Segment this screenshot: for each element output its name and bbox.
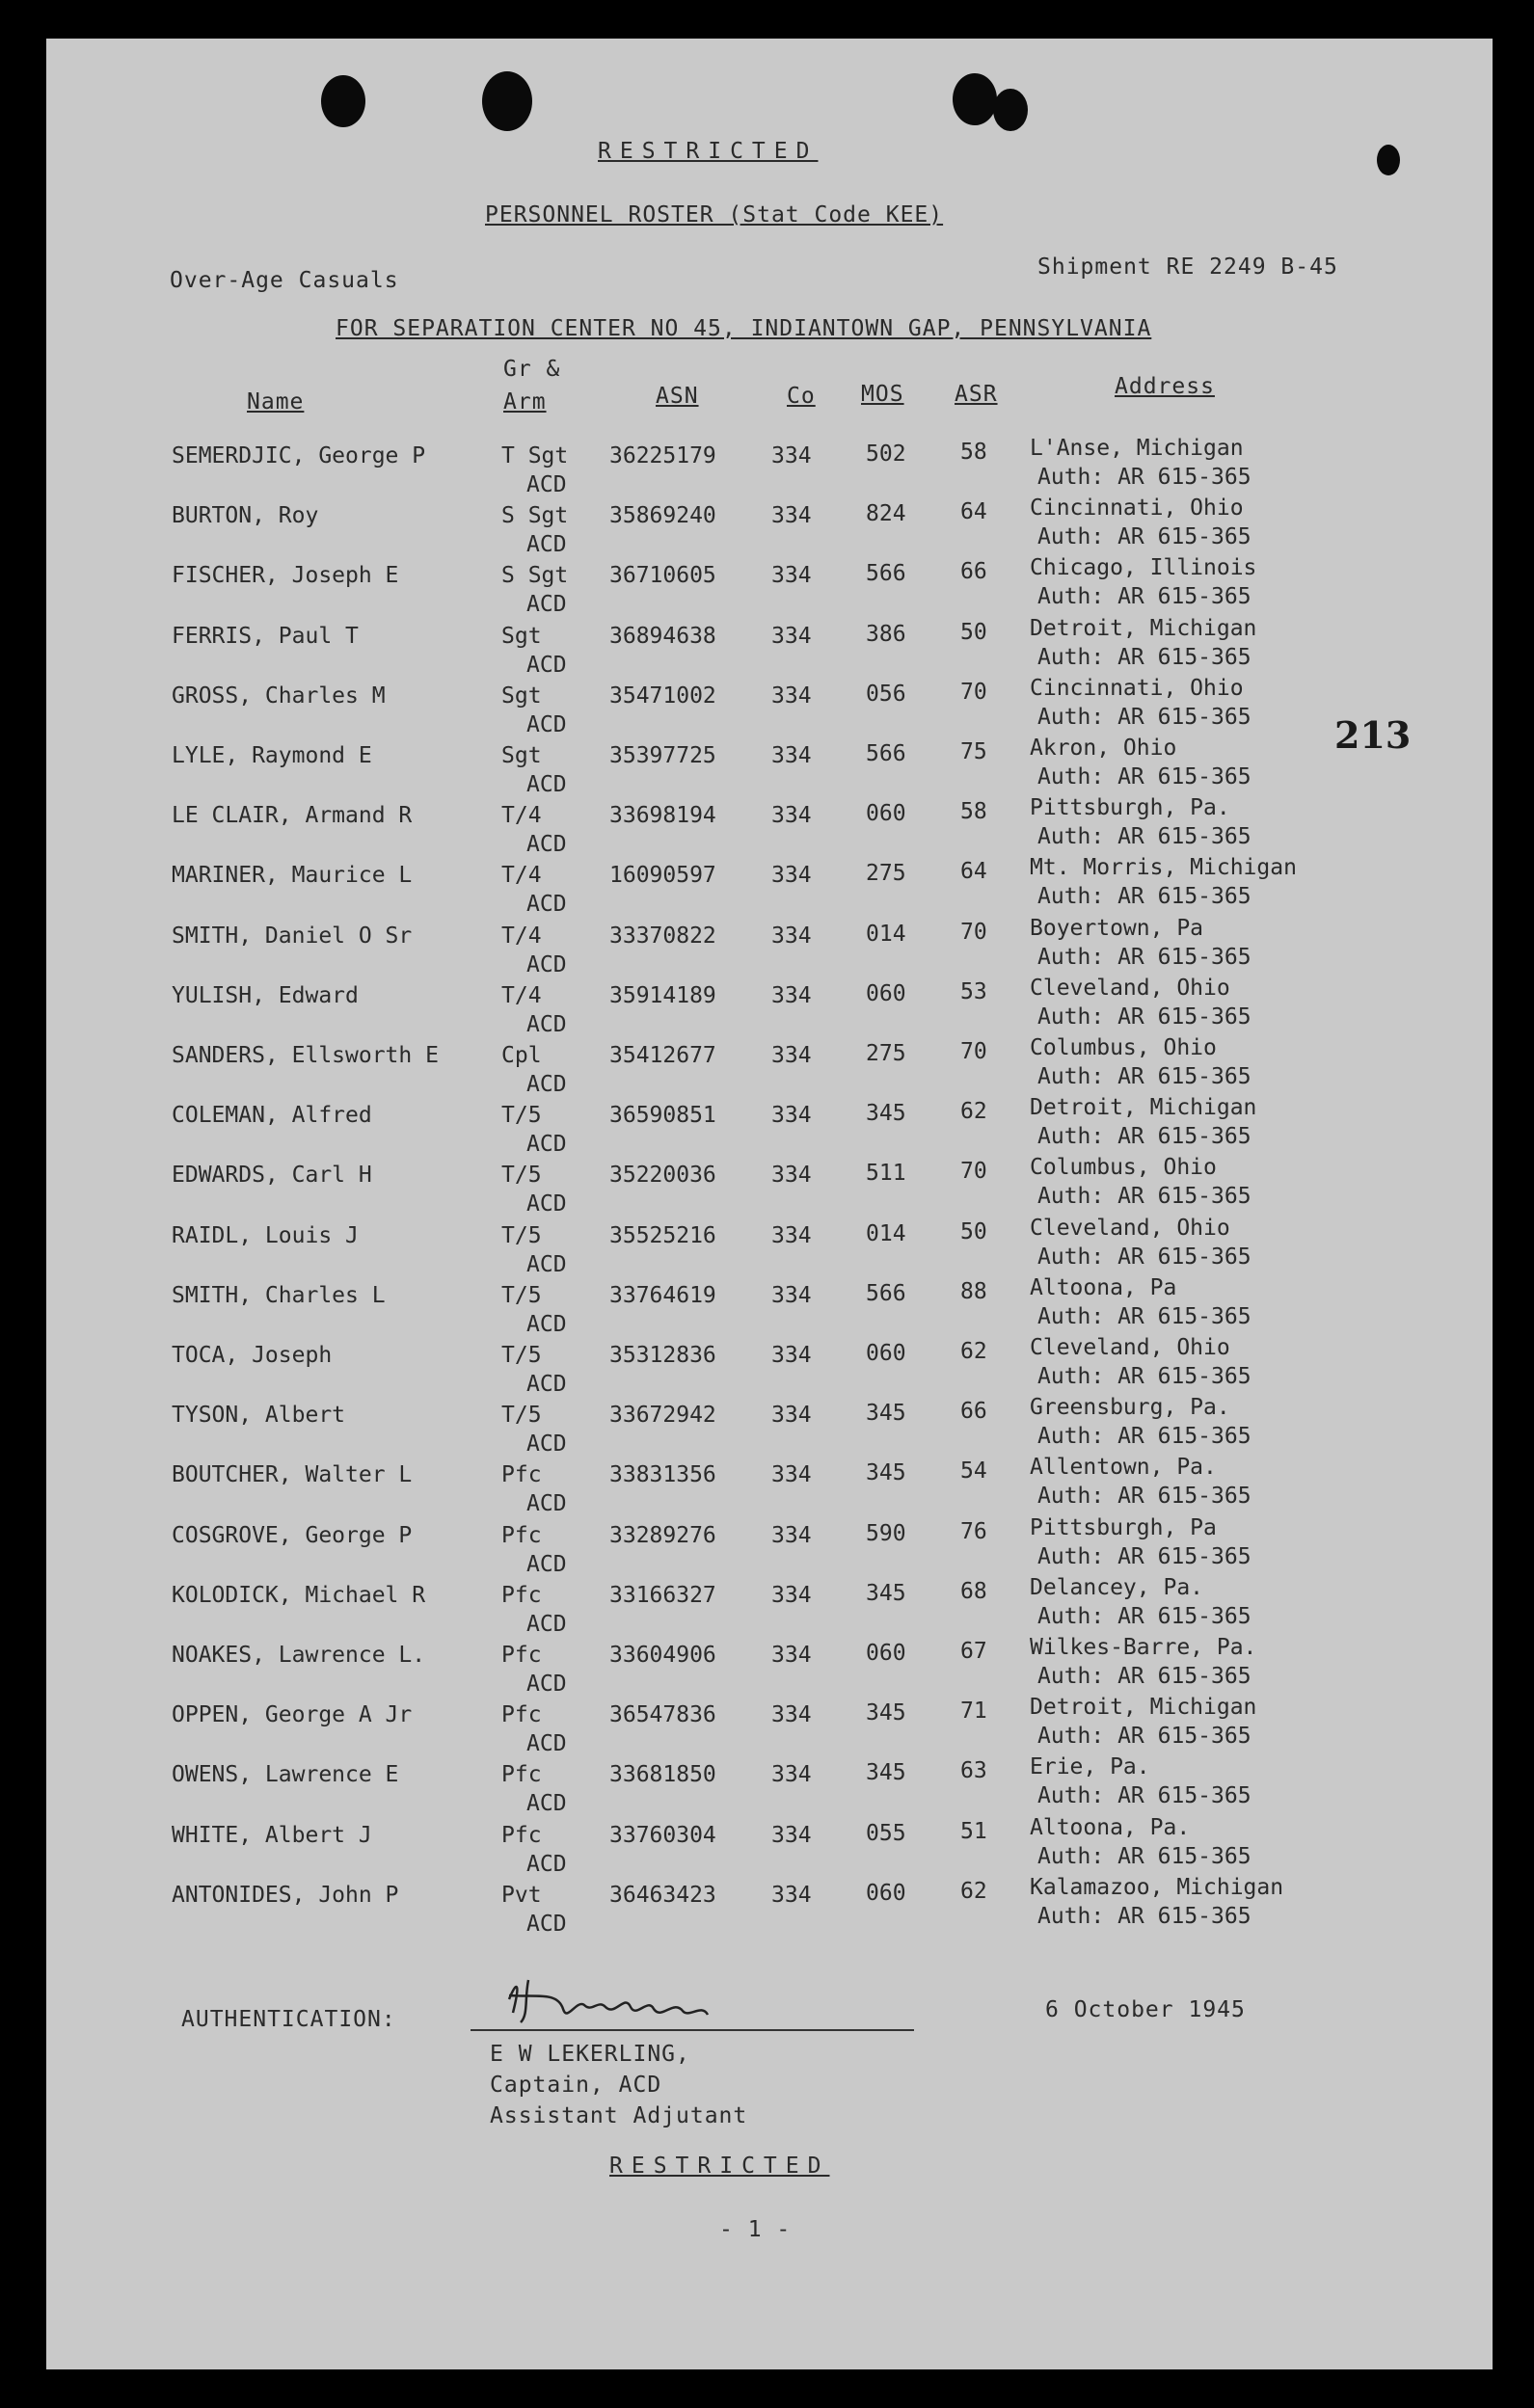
table-row [46,436,1493,505]
cell-grade: T/4 [501,982,542,1008]
cell-asn: 16090597 [609,863,716,889]
cell-asn: 35525216 [609,1222,716,1248]
cell-mos: 345 [866,1760,906,1786]
cell-name: COSGROVE, George P [172,1522,413,1548]
cell-asr: 62 [960,1339,987,1364]
cell-grade: S Sgt [501,563,569,589]
cell-arm: ACD [526,1491,567,1517]
cell-asr: 68 [960,1578,987,1604]
col-name-header: Name [247,389,305,415]
table-row [46,1095,1493,1164]
cell-asn: 35914189 [609,982,716,1008]
cell-name: FISCHER, Joseph E [172,563,399,589]
cell-addr1: Detroit, Michigan [1030,615,1257,641]
cell-grade: Pfc [501,1702,542,1728]
cell-grade: S Sgt [501,503,569,529]
cell-asn: 36710605 [609,563,716,589]
cell-name: TOCA, Joseph [172,1343,333,1368]
cell-asr: 64 [960,859,987,885]
cell-arm: ACD [526,1191,567,1217]
cell-asn: 36590851 [609,1103,716,1129]
cell-addr2: Auth: AR 615-365 [1037,824,1251,850]
cell-arm: ACD [526,532,567,558]
cell-grade: Pfc [501,1822,542,1848]
table-row [46,975,1493,1045]
signature [471,1970,914,2044]
cell-co: 334 [771,803,812,829]
cell-asr: 50 [960,1218,987,1244]
cell-asr: 67 [960,1639,987,1664]
signer-title: Assistant Adjutant [490,2103,748,2128]
cell-grade: T/5 [501,1163,542,1189]
punch-hole [993,89,1028,131]
cell-name: OWENS, Lawrence E [172,1762,399,1788]
cell-arm: ACD [526,1611,567,1637]
cell-grade: Sgt [501,623,542,649]
cell-co: 334 [771,1403,812,1429]
cell-addr1: Altoona, Pa [1030,1274,1177,1300]
cell-co: 334 [771,923,812,949]
cell-asr: 70 [960,1039,987,1064]
over-age-note: Over-Age Casuals [170,268,399,293]
roster-title: PERSONNEL ROSTER (Stat Code KEE) [485,202,944,227]
table-row [46,1215,1493,1285]
cell-asr: 70 [960,919,987,945]
cell-arm: ACD [526,951,567,977]
cell-asn: 36225179 [609,443,716,468]
cell-arm: ACD [526,1851,567,1877]
cell-co: 334 [771,1582,812,1608]
cell-asn: 33370822 [609,923,716,949]
cell-addr2: Auth: AR 615-365 [1037,1783,1251,1809]
cell-arm: ACD [526,1372,567,1397]
cell-mos: 345 [866,1460,906,1486]
cell-grade: Pvt [501,1882,542,1908]
cell-addr2: Auth: AR 615-365 [1037,1484,1251,1510]
cell-co: 334 [771,1222,812,1248]
table-row [46,736,1493,805]
cell-co: 334 [771,563,812,589]
table-row [46,1155,1493,1224]
table-row [46,495,1493,565]
cell-mos: 055 [866,1820,906,1846]
cell-co: 334 [771,982,812,1008]
col-grade-header-top: Gr & [503,357,561,382]
cell-arm: ACD [526,711,567,737]
cell-asr: 50 [960,619,987,645]
cell-addr2: Auth: AR 615-365 [1037,1003,1251,1030]
cell-name: SANDERS, Ellsworth E [172,1043,439,1068]
table-row [46,1695,1493,1764]
cell-co: 334 [771,1643,812,1668]
classification-top: RESTRICTED [598,139,819,164]
table-row [46,915,1493,985]
cell-name: EDWARDS, Carl H [172,1163,372,1189]
cell-asr: 63 [960,1758,987,1784]
table-row [46,1574,1493,1645]
punch-hole [1377,145,1400,175]
cell-co: 334 [771,1103,812,1129]
cell-arm: ACD [526,652,567,678]
cell-mos: 345 [866,1580,906,1606]
cell-addr1: Altoona, Pa. [1030,1814,1191,1840]
cell-asn: 33681850 [609,1762,716,1788]
destination-line: FOR SEPARATION CENTER NO 45, INDIANTOWN GAP, PENNSYLVANIA [336,316,1152,341]
cell-asr: 62 [960,1878,987,1904]
col-mos-header: MOS [861,382,904,407]
cell-grade: Cpl [501,1043,542,1068]
cell-asn: 36894638 [609,623,716,649]
cell-co: 334 [771,1702,812,1728]
cell-name: TYSON, Albert [172,1403,346,1429]
cell-mos: 060 [866,980,906,1006]
cell-asr: 66 [960,559,987,585]
cell-arm: ACD [526,1911,567,1937]
cell-name: WHITE, Albert J [172,1822,372,1848]
cell-addr2: Auth: AR 615-365 [1037,1303,1251,1329]
cell-grade: Pfc [501,1582,542,1608]
cell-addr2: Auth: AR 615-365 [1037,1843,1251,1869]
cell-arm: ACD [526,472,567,497]
cell-name: LE CLAIR, Armand R [172,803,413,829]
cell-name: SEMERDJIC, George P [172,443,426,468]
cell-mos: 056 [866,681,906,707]
cell-mos: 502 [866,441,906,467]
table-row [46,1395,1493,1464]
cell-addr2: Auth: AR 615-365 [1037,644,1251,670]
cell-grade: Sgt [501,743,542,768]
cell-asr: 53 [960,978,987,1004]
cell-addr1: Cleveland, Ohio [1030,1335,1230,1360]
cell-arm: ACD [526,1791,567,1817]
cell-addr1: Columbus, Ohio [1030,1155,1217,1181]
cell-addr2: Auth: AR 615-365 [1037,1364,1251,1389]
cell-asn: 36463423 [609,1882,716,1908]
cell-arm: ACD [526,1072,567,1097]
cell-asn: 35397725 [609,743,716,768]
cell-asn: 33760304 [609,1822,716,1848]
table-row [46,1035,1493,1105]
cell-name: FERRIS, Paul T [172,623,359,649]
cell-co: 334 [771,503,812,529]
cell-addr2: Auth: AR 615-365 [1037,704,1251,730]
cell-co: 334 [771,443,812,468]
cell-grade: T/5 [501,1403,542,1429]
cell-co: 334 [771,1163,812,1189]
cell-name: NOAKES, Lawrence L. [172,1643,426,1668]
cell-addr1: Mt. Morris, Michigan [1030,855,1297,881]
cell-addr2: Auth: AR 615-365 [1037,944,1251,970]
cell-addr1: Detroit, Michigan [1030,1095,1257,1121]
col-address-header: Address [1115,374,1215,399]
cell-addr2: Auth: AR 615-365 [1037,1244,1251,1270]
cell-asr: 75 [960,739,987,764]
cell-arm: ACD [526,1672,567,1697]
cell-grade: T Sgt [501,443,569,468]
cell-asr: 64 [960,499,987,525]
cell-asr: 88 [960,1278,987,1304]
signer-name: E W LEKERLING, [490,2042,690,2067]
cell-addr2: Auth: AR 615-365 [1037,1124,1251,1150]
cell-co: 334 [771,1522,812,1548]
cell-arm: ACD [526,1311,567,1337]
table-row [46,615,1493,685]
cell-grade: T/5 [501,1282,542,1308]
table-row [46,555,1493,625]
cell-asn: 36547836 [609,1702,716,1728]
cell-asr: 54 [960,1458,987,1485]
cell-asn: 33672942 [609,1403,716,1429]
cell-addr1: Akron, Ohio [1030,736,1177,761]
cell-addr2: Auth: AR 615-365 [1037,1543,1251,1569]
cell-grade: Pfc [501,1762,542,1788]
cell-asr: 62 [960,1099,987,1125]
cell-asn: 33604906 [609,1643,716,1668]
cell-asr: 58 [960,440,987,465]
cell-addr1: Allentown, Pa. [1030,1455,1217,1481]
cell-mos: 386 [866,621,906,647]
table-row [46,675,1493,745]
cell-arm: ACD [526,1011,567,1037]
cell-arm: ACD [526,592,567,618]
cell-asn: 35220036 [609,1163,716,1189]
table-row [46,1754,1493,1824]
punch-hole [953,73,997,125]
cell-grade: Sgt [501,682,542,709]
cell-grade: T/4 [501,863,542,889]
cell-mos: 275 [866,861,906,887]
table-row [46,1455,1493,1524]
roster-sheet [46,39,1493,2369]
cell-addr1: Boyertown, Pa [1030,915,1204,941]
table-row [46,1514,1493,1585]
cell-addr1: Kalamazoo, Michigan [1030,1874,1284,1900]
cell-name: SMITH, Daniel O Sr [172,923,413,949]
cell-grade: T/5 [501,1222,542,1248]
cell-mos: 566 [866,561,906,587]
cell-addr1: Columbus, Ohio [1030,1035,1217,1060]
cell-addr1: Wilkes-Barre, Pa. [1030,1635,1257,1660]
cell-mos: 014 [866,921,906,947]
cell-addr2: Auth: AR 615-365 [1037,1724,1251,1750]
authentication-label: AUTHENTICATION: [181,2007,396,2032]
cell-name: YULISH, Edward [172,982,359,1008]
punch-hole [482,71,532,131]
cell-addr2: Auth: AR 615-365 [1037,1424,1251,1450]
cell-asr: 70 [960,1159,987,1185]
cell-addr1: Cleveland, Ohio [1030,975,1230,1001]
page-number: - 1 - [719,2217,792,2242]
cell-addr1: Pittsburgh, Pa. [1030,795,1230,821]
classification-bottom: RESTRICTED [609,2154,830,2179]
cell-asn: 33289276 [609,1522,716,1548]
cell-asn: 33698194 [609,803,716,829]
cell-addr1: L'Anse, Michigan [1030,436,1244,461]
cell-addr2: Auth: AR 615-365 [1037,764,1251,789]
table-row [46,1274,1493,1345]
cell-co: 334 [771,1043,812,1068]
cell-name: GROSS, Charles M [172,682,386,709]
table-row [46,855,1493,924]
cell-asn: 35312836 [609,1343,716,1368]
cell-name: SMITH, Charles L [172,1282,386,1308]
cell-name: OPPEN, George A Jr [172,1702,413,1728]
cell-name: BURTON, Roy [172,503,319,529]
cell-addr2: Auth: AR 615-365 [1037,465,1251,490]
margin-mark: 213 [1334,713,1412,757]
cell-co: 334 [771,1282,812,1308]
table-row [46,1635,1493,1704]
cell-asr: 70 [960,679,987,705]
cell-grade: Pfc [501,1462,542,1488]
cell-addr1: Cincinnati, Ohio [1030,675,1244,701]
cell-name: ANTONIDES, John P [172,1882,399,1908]
cell-co: 334 [771,1822,812,1848]
cell-co: 334 [771,1343,812,1368]
cell-addr2: Auth: AR 615-365 [1037,884,1251,910]
cell-mos: 014 [866,1220,906,1246]
cell-name: COLEMAN, Alfred [172,1103,372,1129]
cell-asr: 76 [960,1518,987,1544]
cell-arm: ACD [526,1551,567,1577]
cell-name: RAIDL, Louis J [172,1222,359,1248]
col-co-header: Co [787,384,816,409]
col-asr-header: ASR [955,382,998,407]
signer-rank: Captain, ACD [490,2073,662,2098]
cell-co: 334 [771,1462,812,1488]
cell-addr1: Cleveland, Ohio [1030,1215,1230,1241]
cell-arm: ACD [526,892,567,918]
shipment-number: Shipment RE 2249 B-45 [1037,254,1338,280]
cell-mos: 060 [866,1641,906,1666]
document-date: 6 October 1945 [1045,1997,1246,2022]
punch-hole [321,75,365,127]
table-row [46,1335,1493,1405]
cell-mos: 511 [866,1161,906,1187]
cell-grade: T/4 [501,923,542,949]
cell-name: LYLE, Raymond E [172,743,372,768]
cell-addr2: Auth: AR 615-365 [1037,1064,1251,1089]
cell-arm: ACD [526,1731,567,1757]
cell-arm: ACD [526,1431,567,1458]
cell-grade: T/5 [501,1343,542,1368]
cell-asn: 33831356 [609,1462,716,1488]
cell-mos: 275 [866,1041,906,1066]
cell-name: MARINER, Maurice L [172,863,413,889]
cell-co: 334 [771,623,812,649]
cell-addr2: Auth: AR 615-365 [1037,1184,1251,1210]
cell-asr: 66 [960,1399,987,1425]
cell-arm: ACD [526,1251,567,1277]
cell-asn: 33764619 [609,1282,716,1308]
cell-addr2: Auth: AR 615-365 [1037,1603,1251,1629]
cell-mos: 824 [866,501,906,527]
cell-addr1: Cincinnati, Ohio [1030,495,1244,522]
cell-co: 334 [771,1882,812,1908]
cell-mos: 345 [866,1401,906,1427]
cell-mos: 345 [866,1101,906,1127]
cell-addr1: Detroit, Michigan [1030,1695,1257,1721]
cell-asn: 35412677 [609,1043,716,1068]
cell-grade: Pfc [501,1522,542,1548]
cell-addr1: Chicago, Illinois [1030,555,1257,581]
cell-name: KOLODICK, Michael R [172,1582,426,1608]
cell-arm: ACD [526,832,567,858]
cell-addr1: Greensburg, Pa. [1030,1395,1230,1421]
cell-grade: T/5 [501,1103,542,1129]
cell-mos: 060 [866,1341,906,1366]
col-grade-header-bottom: Arm [503,389,547,415]
cell-asr: 71 [960,1699,987,1725]
cell-mos: 590 [866,1520,906,1546]
cell-asn: 35869240 [609,503,716,529]
cell-co: 334 [771,863,812,889]
cell-asr: 58 [960,799,987,825]
cell-arm: ACD [526,1132,567,1158]
cell-addr1: Pittsburgh, Pa [1030,1514,1217,1540]
cell-asn: 33166327 [609,1582,716,1608]
col-asn-header: ASN [656,384,699,409]
cell-co: 334 [771,743,812,768]
cell-asn: 35471002 [609,682,716,709]
cell-addr2: Auth: AR 615-365 [1037,584,1251,610]
cell-mos: 566 [866,1280,906,1306]
cell-mos: 566 [866,741,906,766]
cell-co: 334 [771,682,812,709]
cell-addr2: Auth: AR 615-365 [1037,1664,1251,1689]
cell-addr1: Erie, Pa. [1030,1754,1150,1780]
cell-addr2: Auth: AR 615-365 [1037,1903,1251,1929]
cell-mos: 345 [866,1700,906,1726]
cell-arm: ACD [526,772,567,797]
cell-co: 334 [771,1762,812,1788]
cell-addr1: Delancey, Pa. [1030,1574,1204,1600]
cell-mos: 060 [866,801,906,827]
cell-grade: T/4 [501,803,542,829]
cell-asr: 51 [960,1818,987,1844]
cell-name: BOUTCHER, Walter L [172,1462,413,1488]
cell-grade: Pfc [501,1643,542,1668]
cell-addr2: Auth: AR 615-365 [1037,524,1251,550]
table-row [46,1874,1493,1944]
cell-mos: 060 [866,1880,906,1906]
